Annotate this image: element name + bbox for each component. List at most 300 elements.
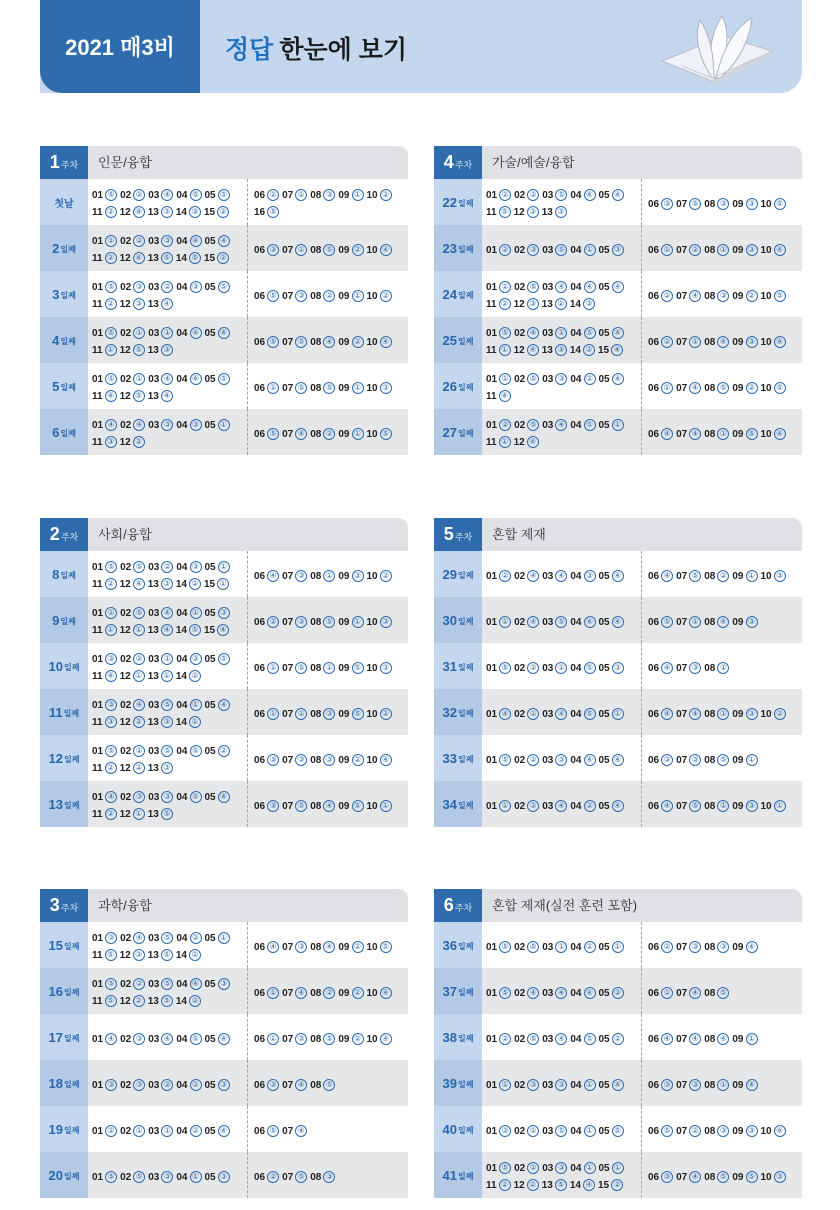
answer-item: [732, 242, 757, 259]
answer-choice: ④: [133, 419, 145, 431]
week-suffix: 주차: [454, 902, 473, 913]
answer-choice: ⑤: [161, 932, 173, 944]
answer-choice: ①: [133, 670, 145, 682]
answer-choice: ②: [499, 419, 511, 431]
day-row: [40, 643, 408, 689]
question-number: 09: [338, 570, 350, 582]
question-number: 01: [486, 420, 498, 431]
question-number: 07: [676, 1125, 688, 1137]
answer-choice: ①: [612, 708, 624, 720]
day-number: 39: [442, 1075, 457, 1091]
answer-item: [120, 1169, 145, 1186]
answer-choice: ④: [380, 754, 392, 766]
day-suffix: 일째: [64, 942, 80, 951]
answers-right: [642, 271, 802, 317]
answer-choice: ②: [499, 244, 511, 256]
answer-item: [542, 342, 567, 359]
answer-choice: ④: [295, 1079, 307, 1091]
question-number: 13: [147, 671, 159, 682]
question-number: 13: [541, 345, 553, 356]
question-number: 02: [120, 608, 132, 619]
day-number: 34: [442, 796, 457, 812]
day-row: [434, 735, 802, 781]
answer-item: [338, 939, 363, 956]
question-number: 02: [120, 1171, 132, 1183]
answer-choice: ④: [689, 1033, 701, 1045]
answer-choice: ④: [161, 607, 173, 619]
answers-left: [88, 409, 248, 455]
question-number: 07: [676, 662, 688, 674]
question-number: 02: [120, 328, 132, 339]
answer-choice: ⑤: [267, 336, 279, 348]
section-subject: 혼합 제재(실전 훈련 포함): [492, 898, 638, 913]
answer-item: [120, 250, 145, 267]
answers-left: [482, 179, 642, 225]
week-suffix: 주차: [60, 159, 79, 170]
answer-choice: ①: [555, 327, 567, 339]
week-section: [40, 518, 408, 827]
answer-choice: ③: [267, 754, 279, 766]
answer-item: [120, 760, 145, 777]
answer-choice: ⑤: [323, 382, 335, 394]
answer-item: [92, 789, 117, 806]
answers-right: [642, 1014, 802, 1060]
question-number: 07: [676, 570, 688, 582]
answer-item: [598, 1177, 623, 1194]
answer-choice: ③: [527, 298, 539, 310]
answer-item: [92, 806, 117, 823]
answer-item: [310, 798, 335, 815]
answer-choice: ③: [612, 244, 624, 256]
answer-choice: ①: [323, 570, 335, 582]
answer-item: [486, 1031, 511, 1048]
question-number: 03: [542, 800, 554, 812]
answer-item: [599, 1077, 624, 1094]
day-suffix: 일째: [64, 1126, 80, 1135]
question-number: 06: [254, 1125, 266, 1137]
answer-choice: ④: [527, 344, 539, 356]
section-subject: 혼합 제재: [492, 527, 546, 542]
answer-item: [648, 939, 673, 956]
answer-choice: ④: [218, 1033, 230, 1045]
answer-choice: ⑤: [323, 1033, 335, 1045]
answer-choice: ④: [218, 1125, 230, 1137]
answer-choice: ④: [133, 932, 145, 944]
question-number: 05: [598, 800, 610, 812]
answer-item: [310, 187, 335, 204]
answer-item: [732, 706, 757, 723]
answer-item: [761, 798, 786, 815]
answer-item: [486, 660, 511, 677]
question-number: 09: [338, 244, 350, 256]
question-number: 01: [486, 941, 498, 953]
question-number: 14: [175, 625, 187, 636]
question-number: 07: [282, 754, 294, 766]
answer-choice: ②: [661, 336, 673, 348]
day-label: [434, 922, 482, 968]
answer-item: [92, 714, 117, 731]
question-number: 05: [598, 570, 610, 582]
day-row: [40, 689, 408, 735]
answer-choice: ④: [527, 436, 539, 448]
question-number: 02: [514, 282, 526, 293]
day-suffix: 일째: [458, 1034, 474, 1043]
answers-left: [88, 363, 248, 409]
answer-choice: ③: [717, 1125, 729, 1137]
answers-left: [88, 735, 248, 781]
question-number: 04: [176, 420, 188, 431]
answer-choice: ⑤: [190, 1033, 202, 1045]
answer-item: [254, 334, 279, 351]
answer-choice: ①: [746, 570, 758, 582]
day-suffix: 일째: [60, 337, 76, 346]
answer-item: [704, 706, 729, 723]
answer-choice: ⑤: [161, 745, 173, 757]
answer-choice: ⑤: [527, 373, 539, 385]
answer-item: [542, 279, 567, 296]
question-number: 06: [254, 1033, 266, 1045]
question-number: 04: [570, 374, 582, 385]
question-number: 07: [282, 428, 294, 440]
answer-item: [338, 660, 363, 677]
answers-cell: [88, 363, 408, 409]
day-label: [434, 363, 482, 409]
answer-choice: ①: [499, 436, 511, 448]
answers-right: [248, 1106, 408, 1152]
answers-right: [248, 551, 408, 597]
answer-choice: ⑤: [380, 428, 392, 440]
question-number: 11: [486, 299, 497, 310]
answer-choice: ②: [352, 336, 364, 348]
question-number: 10: [366, 244, 378, 256]
answer-choice: ④: [774, 1125, 786, 1137]
question-number: 11: [92, 345, 103, 356]
answer-choice: ②: [746, 382, 758, 394]
day-row: [40, 735, 408, 781]
answer-choice: ②: [352, 941, 364, 953]
answer-item: [176, 1031, 201, 1048]
answer-item: [148, 250, 173, 267]
question-number: 10: [366, 754, 378, 766]
answer-item: [310, 614, 335, 631]
answer-item: [92, 279, 117, 296]
answer-item: [205, 279, 230, 296]
answer-choice: ③: [323, 708, 335, 720]
answer-choice: ③: [717, 941, 729, 953]
answer-item: [486, 568, 511, 585]
answer-item: [704, 1077, 729, 1094]
answer-item: [367, 288, 392, 305]
answer-item: [310, 706, 335, 723]
answer-choice: ②: [380, 290, 392, 302]
question-number: 08: [704, 754, 716, 766]
day-number: 15: [48, 937, 63, 953]
question-number: 15: [203, 625, 216, 636]
answers-right: [642, 1106, 802, 1152]
answer-item: [176, 714, 201, 731]
question-number: 03: [542, 190, 554, 201]
answer-item: [761, 426, 786, 443]
answer-choice: ③: [105, 932, 117, 944]
answer-choice: ①: [161, 670, 173, 682]
answer-choice: ④: [717, 336, 729, 348]
answer-choice: ④: [717, 1033, 729, 1045]
answer-item: [176, 325, 201, 342]
answer-choice: ②: [189, 949, 201, 961]
answer-choice: ③: [380, 616, 392, 628]
answers-cell: [88, 225, 408, 271]
answer-choice: ①: [746, 1033, 758, 1045]
answer-choice: ④: [295, 987, 307, 999]
day-label: [40, 1060, 88, 1106]
day-label: [40, 922, 88, 968]
answers-right: [642, 922, 802, 968]
answer-choice: ③: [161, 578, 173, 590]
answer-item: [254, 798, 279, 815]
answers-right: [642, 689, 802, 735]
answer-choice: ④: [190, 327, 202, 339]
answers-cell: [88, 735, 408, 781]
question-number: 08: [310, 987, 322, 999]
answer-choice: ⑤: [584, 419, 596, 431]
answer-choice: ①: [133, 373, 145, 385]
answer-choice: ③: [218, 978, 230, 990]
answer-item: [205, 325, 230, 342]
answer-item: [148, 342, 173, 359]
answers-cell: [88, 922, 408, 968]
answer-choice: ⑤: [380, 941, 392, 953]
answer-choice: ③: [689, 662, 701, 674]
day-label: [434, 643, 482, 689]
answer-item: [486, 325, 511, 342]
question-number: 02: [514, 1163, 526, 1174]
answer-item: [176, 930, 201, 947]
answer-item: [648, 660, 673, 677]
question-number: 07: [676, 1079, 688, 1091]
answer-item: [599, 371, 624, 388]
day-label: [40, 735, 88, 781]
answer-item: [92, 388, 117, 405]
question-number: 12: [513, 345, 525, 356]
answer-item: [282, 334, 307, 351]
answer-choice: ④: [661, 800, 673, 812]
answer-choice: ①: [717, 428, 729, 440]
answer-choice: ⑤: [295, 1171, 307, 1183]
question-number: 03: [148, 979, 160, 990]
day-suffix: 일째: [458, 291, 474, 300]
answer-item: [338, 985, 363, 1002]
answer-item: [761, 1169, 786, 1186]
question-number: 04: [570, 662, 582, 674]
question-number: 05: [204, 282, 216, 293]
question-number: 08: [310, 616, 322, 628]
question-number: 06: [648, 244, 660, 256]
answer-item: [338, 752, 363, 769]
answer-choice: ①: [105, 235, 117, 247]
open-book-icon: [652, 6, 782, 93]
question-number: 08: [310, 754, 322, 766]
answer-item: [367, 1031, 392, 1048]
answer-choice: ⑤: [527, 941, 539, 953]
answer-choice: ①: [352, 189, 364, 201]
question-number: 03: [542, 1125, 554, 1137]
answer-item: [542, 325, 567, 342]
answers-left: [482, 271, 642, 317]
question-number: 06: [254, 1079, 266, 1091]
answers-right: [642, 1060, 802, 1106]
answer-choice: ②: [527, 662, 539, 674]
answer-choice: ①: [190, 1171, 202, 1183]
question-number: 03: [148, 420, 160, 431]
answer-item: [367, 614, 392, 631]
question-number: 03: [148, 190, 160, 201]
answers-right: [642, 597, 802, 643]
answer-choice: ③: [661, 1171, 673, 1183]
question-number: 03: [542, 1163, 554, 1174]
answer-item: [148, 697, 173, 714]
question-number: 11: [486, 345, 497, 356]
question-number: 01: [486, 570, 498, 582]
answer-choice: ②: [499, 189, 511, 201]
answer-choice: ④: [746, 941, 758, 953]
day-number: 29: [442, 566, 457, 582]
week-number: 1: [49, 152, 60, 172]
question-number: 15: [203, 253, 216, 264]
answer-item: [282, 1031, 307, 1048]
question-number: 08: [310, 382, 322, 394]
answer-item: [254, 242, 279, 259]
question-number: 02: [514, 708, 526, 720]
answer-item: [676, 614, 701, 631]
question-number: 11: [486, 437, 497, 448]
answer-choice: ③: [218, 1079, 230, 1091]
answer-choice: ①: [352, 290, 364, 302]
answers-cell: [482, 1060, 802, 1106]
question-number: 03: [148, 792, 160, 803]
answer-choice: ①: [267, 708, 279, 720]
answer-choice: ④: [661, 428, 673, 440]
answers-left: [482, 409, 642, 455]
answers-right: [248, 735, 408, 781]
answer-choice: ③: [774, 1171, 786, 1183]
answer-item: [92, 976, 117, 993]
answer-choice: ②: [584, 941, 596, 953]
answer-choice: ①: [555, 941, 567, 953]
day-suffix: 일째: [60, 571, 76, 580]
answer-choice: ①: [133, 624, 145, 636]
answer-choice: ②: [323, 290, 335, 302]
answer-choice: ⑤: [661, 616, 673, 628]
answer-item: [148, 1169, 173, 1186]
question-number: 04: [176, 654, 188, 665]
answer-choice: ⑤: [161, 995, 173, 1007]
answer-item: [570, 752, 595, 769]
day-suffix: 일째: [64, 1080, 80, 1089]
answer-item: [205, 697, 230, 714]
question-number: 09: [338, 336, 350, 348]
day-label: [434, 735, 482, 781]
day-suffix: 일째: [458, 663, 474, 672]
page-header: [40, 0, 802, 93]
answer-item: [367, 939, 392, 956]
answer-choice: ⑤: [584, 1033, 596, 1045]
answer-choice: ⑤: [267, 428, 279, 440]
answer-choice: ④: [555, 1033, 567, 1045]
question-number: 07: [282, 616, 294, 628]
answer-item: [542, 417, 567, 434]
answer-choice: ①: [380, 800, 392, 812]
answer-item: [648, 380, 673, 397]
answer-item: [148, 605, 173, 622]
answer-item: [310, 1169, 335, 1186]
answer-item: [542, 371, 567, 388]
question-number: 06: [648, 382, 660, 394]
answer-choice: ③: [161, 344, 173, 356]
day-label: [40, 643, 88, 689]
week-suffix: 주차: [454, 159, 473, 170]
answer-choice: ⑤: [323, 616, 335, 628]
question-number: 07: [676, 290, 688, 302]
question-number: 01: [486, 328, 498, 339]
day-label: [40, 271, 88, 317]
day-row: [40, 781, 408, 827]
answer-choice: ②: [190, 1125, 202, 1137]
question-number: 01: [92, 420, 104, 431]
answer-item: [676, 1031, 701, 1048]
answer-choice: ⑤: [133, 344, 145, 356]
answer-item: [254, 1169, 279, 1186]
answer-item: [148, 1123, 173, 1140]
question-number: 03: [148, 236, 160, 247]
answer-item: [205, 1031, 230, 1048]
answer-choice: ③: [105, 436, 117, 448]
question-number: 11: [92, 299, 103, 310]
day-row: [40, 179, 408, 225]
answer-item: [599, 939, 624, 956]
question-number: 07: [282, 570, 294, 582]
answer-item: [704, 334, 729, 351]
answer-item: [176, 743, 201, 760]
answer-choice: ④: [612, 281, 624, 293]
answer-choice: ④: [584, 616, 596, 628]
answer-choice: ①: [584, 1162, 596, 1174]
answer-choice: ④: [161, 624, 173, 636]
answer-choice: ⑤: [555, 1179, 567, 1191]
question-number: 05: [204, 608, 216, 619]
answers-cell: [482, 1014, 802, 1060]
answer-choice: ⑤: [689, 198, 701, 210]
question-number: 05: [598, 328, 610, 339]
answer-choice: ③: [717, 290, 729, 302]
answer-item: [486, 798, 511, 815]
answers-cell: [482, 689, 802, 735]
answer-choice: ⑤: [717, 754, 729, 766]
answer-choice: ③: [555, 1079, 567, 1091]
answer-item: [732, 196, 757, 213]
question-number: 10: [366, 190, 378, 201]
question-number: 01: [486, 754, 498, 766]
question-number: 05: [598, 244, 610, 256]
answer-choice: ③: [527, 244, 539, 256]
answer-item: [120, 743, 145, 760]
question-number: 11: [92, 950, 103, 961]
answer-item: [310, 660, 335, 677]
answer-item: [282, 1077, 307, 1094]
answer-item: [676, 380, 701, 397]
question-number: 14: [175, 207, 187, 218]
answer-choice: ⑤: [717, 1171, 729, 1183]
question-number: 04: [570, 800, 582, 812]
